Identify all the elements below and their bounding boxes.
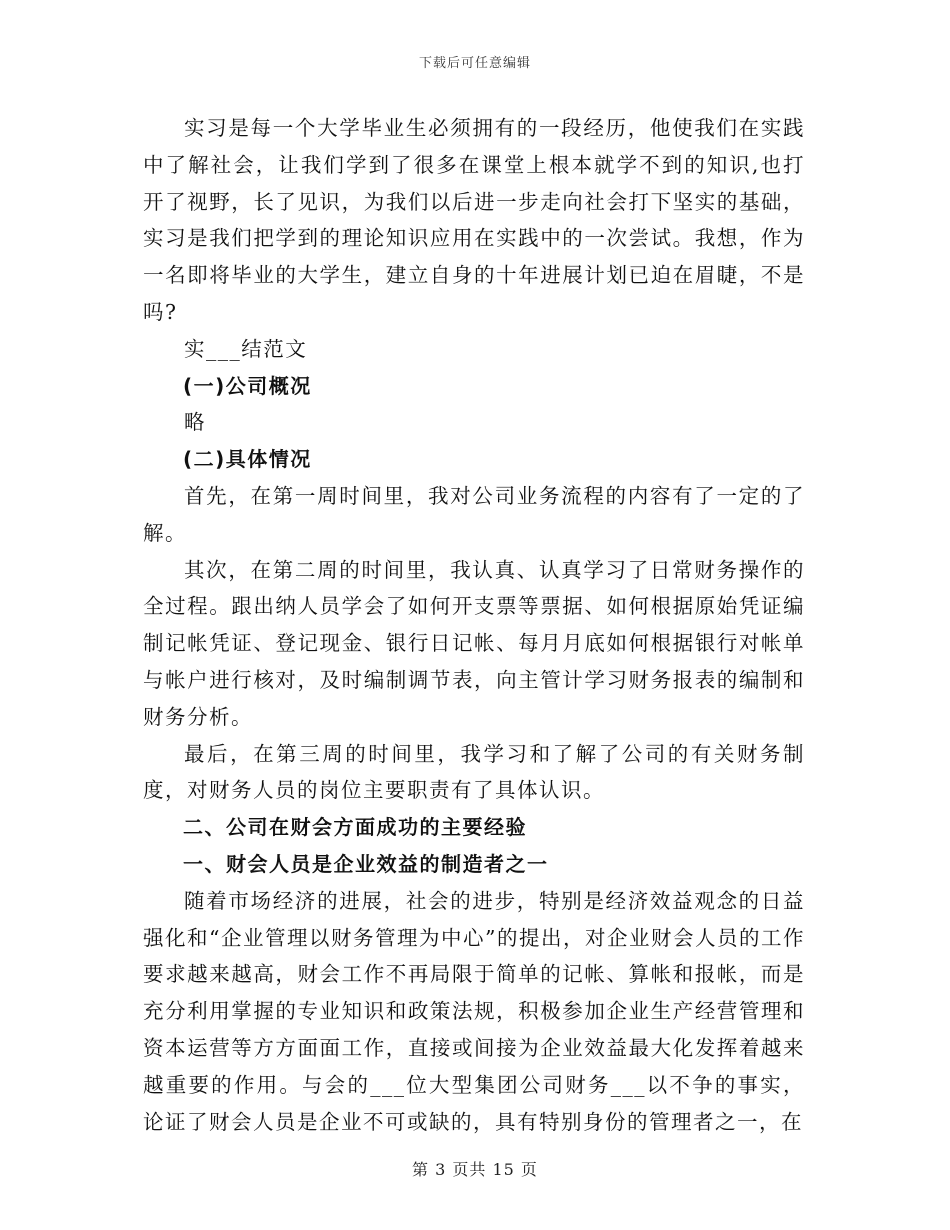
heading-specific-situation: (二)具体情况	[183, 447, 312, 472]
heading-accounting-staff: 一、财会人员是企业效益的制造者之一	[183, 851, 549, 876]
paragraph-omitted: 略	[184, 410, 206, 435]
paragraph-intro: 实习是每一个大学毕业生必须拥有的一段经历，他使我们在实践中了解社会，让我们学到了很多在课堂上根本就学不到的知识,也打开了视野，长了见识，为我们以后进一步走向社会打下坚实的基础，实习是我们把学到的理论知识应用在实践中的一次尝试。我想，作为一名即将毕业的大学生，建立自身的十年进展计划已迫在眉睫，不是吗?	[143, 116, 805, 324]
paragraph-third-week: 最后，在第三周的时间里，我学习和了解了公司的有关财务制度，对财务人员的岗位主要职责有了具体认识。	[143, 741, 805, 803]
heading-main-experience: 二、公司在财会方面成功的主要经验	[183, 815, 527, 840]
document-body	[143, 110, 805, 1140]
paragraph-title: 实___结范文	[184, 336, 308, 361]
paragraph-first-week: 首先，在第一周时间里，我对公司业务流程的内容有了一定的了解。	[143, 483, 805, 545]
paragraph-market-economy: 随着市场经济的进展，社会的进步，特别是经济效益观念的日益强化和“企业管理以财务管理为中心”的提出，对企业财会人员的工作要求越来越高，财会工作不再局限于简单的记帐、算帐和报帐，而是充分利用掌握的专业知识和政策法规，积极参加企业生产经营管理和资本运营等方方面面工作，直接或间接为企业效益最大化发挥着越来越重要的作用。与会的___位大型集团公司财务___以不争的事实，论证了财会人员是企业不可或缺的，具有特别身份的管理者之一，在	[143, 888, 805, 1134]
heading-company-overview: (一)公司概况	[183, 373, 312, 398]
page-footer: 第 3 页共 15 页	[412, 1160, 538, 1179]
page-header: 下载后可任意编辑	[418, 56, 531, 71]
paragraph-second-week: 其次，在第二周的时间里，我认真、认真学习了日常财务操作的全过程。跟出纳人员学会了如何开支票等票据、如何根据原始凭证编制记帐凭证、登记现金、银行日记帐、每月月底如何根据银行对帐单与帐户进行核对，及时编制调节表，向主管计学习财务报表的编制和财务分析。	[143, 557, 805, 729]
